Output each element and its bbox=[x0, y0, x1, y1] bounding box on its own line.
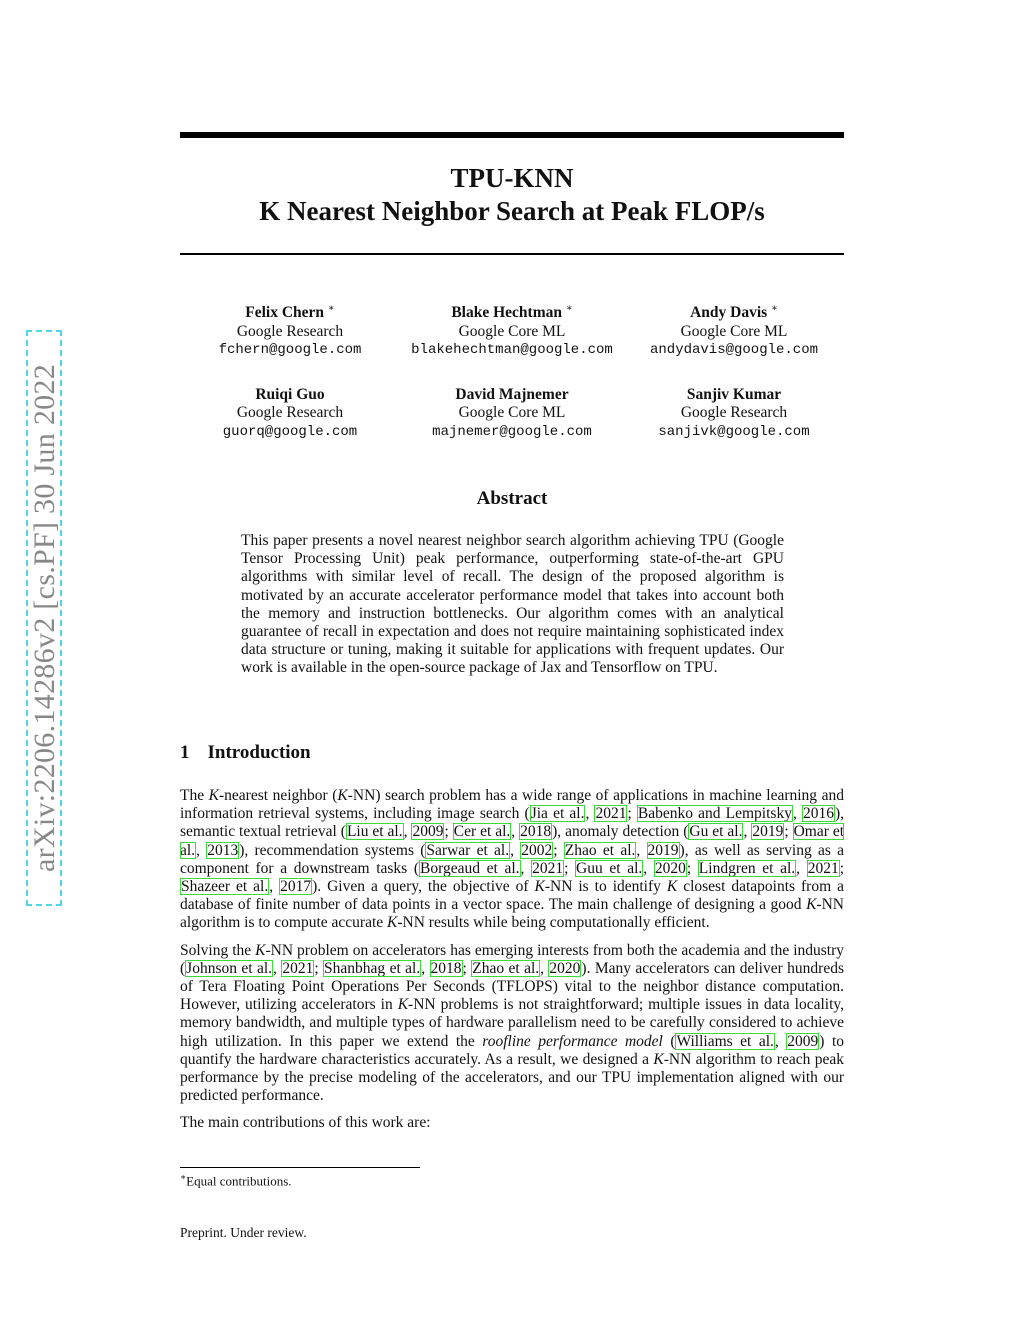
author-affiliation: Google Research bbox=[236, 322, 344, 340]
author-email[interactable]: sanjivk@google.com bbox=[658, 423, 810, 440]
citation-link[interactable]: Borgeaud et al. bbox=[420, 859, 520, 877]
abstract-heading: Abstract bbox=[476, 488, 548, 509]
citation-link[interactable]: Sarwar et al. bbox=[426, 841, 510, 859]
footnote-rule bbox=[180, 1167, 420, 1168]
paragraph-2: Solving the K-NN problem on accelerators has emerging interests from both the academia and the industry (Johnson et al., 2021; Shanbhag et al., 2018; Zhao et al., 2020). Many accelerators can deliver hundreds of Tera Floating Point Operations Per Seconds (TFLOPS) vital to the neighbor distance computation. However, utilizing accelerators in K-NN problems is not straightforward; multiple issues in data locality, memory bandwidth, and multiple types of hardware parallelism need to be carefully considered to achieve high utilization. In this paper we extend the roofline performance model (Williams et al., 2009) to quantify the hardware characteristics accurately. As a result, we designed a K-NN algorithm to reach peak performance by the precise modeling of the accelerators, and our TPU implementation aligned with our predicted performance. bbox=[180, 941, 845, 1105]
citation-link[interactable]: Cer et al. bbox=[453, 823, 511, 841]
citation-link[interactable]: 2016 bbox=[802, 805, 834, 823]
author-card bbox=[180, 386, 400, 442]
citation-link[interactable]: Lindgren et al. bbox=[698, 859, 796, 877]
abstract-text: This paper presents a novel nearest neighbor search algorithm achieving TPU (Google Tensor Processing Unit) peak performance, outperforming state-of-the-art GPU algorithms with similar level of recall. The design of the proposed algorithm is motivated by an accurate accelerator performance model that takes into account both the memory and instruction bottlenecks. Our algorithm comes with an analytical guarantee of recall in expectation and does not require maintaining sophisticated index data structure or tuning, making it suitable for applications with frequent updates. Our work is available in the open-source package of Jax and Tensorflow on TPU. bbox=[241, 532, 784, 677]
citation-link[interactable]: 2019 bbox=[647, 841, 679, 859]
citation-link[interactable]: Jia et al. bbox=[530, 805, 585, 823]
author-block bbox=[180, 300, 844, 467]
footnote-text: Equal contributions. bbox=[186, 1173, 292, 1189]
arxiv-stamp[interactable]: arXiv:2206.14286v2 [cs.PF] 30 Jun 2022 bbox=[28, 363, 61, 873]
citation-link[interactable]: Liu et al. bbox=[346, 823, 403, 841]
author-affiliation: Google Research bbox=[236, 404, 344, 422]
author-mark: ∗ bbox=[565, 303, 573, 314]
citation-link[interactable]: 2021 bbox=[807, 859, 839, 877]
author-mark: ∗ bbox=[327, 303, 335, 314]
citation-link[interactable]: 2019 bbox=[752, 823, 784, 841]
paper-title bbox=[180, 162, 844, 228]
author-card bbox=[624, 300, 844, 360]
footnote bbox=[180, 1172, 292, 1189]
author-row-2 bbox=[180, 386, 844, 442]
author-email[interactable]: fchern@google.com bbox=[218, 342, 362, 359]
title-top-rule bbox=[180, 132, 844, 138]
citation-link[interactable]: 2013 bbox=[207, 841, 239, 859]
title-line-2: K Nearest Neighbor Search at Peak FLOP/s bbox=[259, 196, 765, 226]
citation-link[interactable]: Guu et al. bbox=[576, 859, 643, 877]
citation-link[interactable]: 2018 bbox=[520, 823, 552, 841]
citation-link[interactable]: Williams et al. bbox=[676, 1032, 774, 1050]
citation-link[interactable]: Babenko and Lempitsky bbox=[637, 805, 792, 823]
citation-link[interactable]: 2009 bbox=[412, 823, 444, 841]
citation-link[interactable]: Shazeer et al. bbox=[181, 878, 269, 896]
title-line-1: TPU-KNN bbox=[450, 163, 574, 193]
citation-link[interactable]: Johnson et al. bbox=[186, 959, 273, 977]
author-name: Blake Hechtman bbox=[451, 304, 562, 322]
author-mark: ∗ bbox=[771, 303, 778, 314]
author-email[interactable]: blakehechtman@google.com bbox=[411, 342, 613, 359]
author-affiliation: Google Core ML bbox=[680, 322, 788, 340]
author-card bbox=[402, 300, 622, 360]
citation-link[interactable]: 2002 bbox=[521, 841, 553, 859]
author-name: Sanjiv Kumar bbox=[686, 385, 782, 403]
citation-link[interactable]: 2021 bbox=[532, 859, 564, 877]
citation-link[interactable]: 2020 bbox=[549, 959, 581, 977]
author-card bbox=[180, 300, 400, 360]
citation-link[interactable]: Omar et al. bbox=[180, 823, 845, 859]
author-name: Ruiqi Guo bbox=[255, 385, 325, 403]
citation-link[interactable]: 2009 bbox=[787, 1032, 819, 1050]
body-text bbox=[180, 787, 844, 1142]
author-name: Felix Chern bbox=[245, 304, 325, 322]
citation-link[interactable]: 2021 bbox=[595, 805, 627, 823]
author-row-1 bbox=[180, 300, 844, 360]
author-affiliation: Google Research bbox=[680, 404, 788, 422]
author-affiliation: Google Core ML bbox=[458, 322, 566, 340]
author-email[interactable]: guorq@google.com bbox=[222, 423, 358, 440]
footnote-mark: ∗ bbox=[180, 1172, 187, 1182]
author-email[interactable]: majnemer@google.com bbox=[432, 423, 592, 440]
citation-link[interactable]: 2018 bbox=[430, 959, 462, 977]
citation-link[interactable]: 2020 bbox=[654, 859, 686, 877]
section-title: Introduction bbox=[207, 742, 311, 763]
citation-link[interactable]: Zhao et al. bbox=[564, 841, 636, 859]
section-heading bbox=[180, 742, 311, 764]
author-name: Andy Davis bbox=[690, 304, 768, 322]
citation-link[interactable]: Gu et al. bbox=[689, 823, 743, 841]
author-card bbox=[624, 386, 844, 442]
author-email[interactable]: andydavis@google.com bbox=[649, 342, 819, 359]
section-number: 1 bbox=[180, 742, 190, 763]
author-card bbox=[402, 386, 622, 442]
citation-link[interactable]: Shanbhag et al. bbox=[324, 959, 421, 977]
paragraph-3: The main contributions of this work are: bbox=[180, 1114, 431, 1132]
author-affiliation: Google Core ML bbox=[458, 404, 566, 422]
preprint-note: Preprint. Under review. bbox=[180, 1225, 307, 1240]
author-name: David Majnemer bbox=[455, 385, 569, 403]
citation-link[interactable]: 2021 bbox=[282, 959, 314, 977]
title-bottom-rule bbox=[180, 253, 844, 255]
paragraph-1: The K-nearest neighbor (K-NN) search problem has a wide range of applications in machine learning and information retrieval systems, including image search (Jia et al., 2021; Babenko and Lempitsky, 2016), semantic textual retrieval (Liu et al., 2009; Cer et al., 2018), anomaly detection (Gu et al., 2019; Omar et al., 2013), recommendation systems (Sarwar et al., 2002; Zhao et al., 2019), as well as serving as a component for a downstream tasks (Borgeaud et al., 2021; Guu et al., 2020; Lindgren et al., 2021; Shazeer et al., 2017). Given a query, the objective of K-NN is to identify K closest datapoints from a database of finite number of data points in a vector space. The main challenge of designing a good K-NN algorithm is to compute accurate K-NN results while being computationally efficient. bbox=[180, 787, 845, 932]
citation-link[interactable]: Zhao et al. bbox=[472, 959, 540, 977]
citation-link[interactable]: 2017 bbox=[280, 878, 312, 896]
